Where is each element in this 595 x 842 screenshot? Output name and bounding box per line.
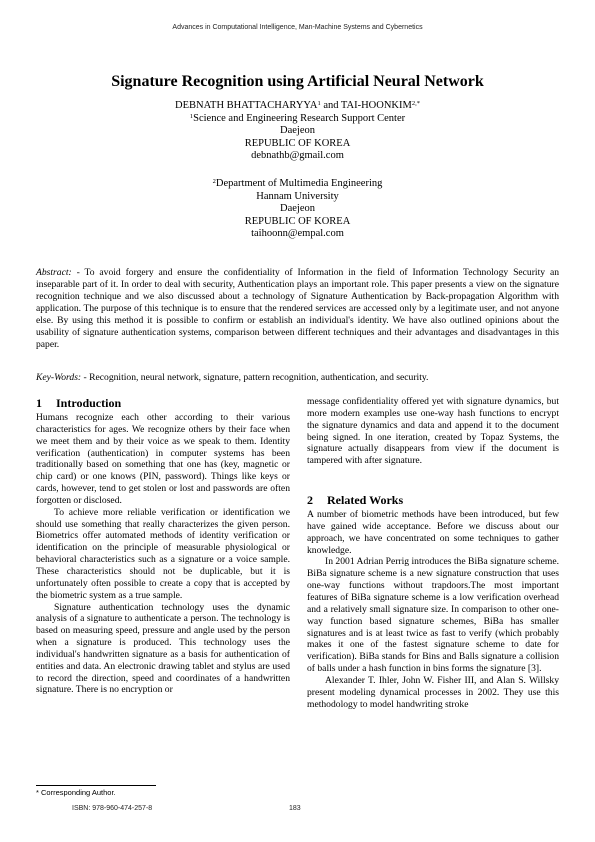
keywords [36,372,559,384]
footnote-divider [36,785,156,786]
abstract-label: Abstract: [36,267,72,278]
affiliation-1-org-line [0,113,595,126]
section-1-paragraph-2: To achieve more reliable verification or identification we should use something that really characterizes the given person. Biometrics offer automated methods of identity verification or identification on the principle of measurable physiological or behavioral characteristics such as a signature or a voice sample. These characteristics should not be duplicable, but it is unfortunately often possible to create a copy that is accepted by the biometric system as a true sample. [36,506,290,601]
affiliation-1-city: Daejeon [280,125,315,137]
affiliation-1-sup: 1 [189,112,194,120]
affiliation-2-email: taihoonn@empal.com [251,228,344,240]
abstract-text: - To avoid forgery and ensure the confidentiality of Information in the field of Information Technology Security an inseparable part of it. In order to deal with security, Authentication plays an important role. This paper presents a view on the signature recognition technique and we also discussed about a technology of Signature Authentication by Back-propagation Algorithm with application. The purpose of this technique is to ensure that the rendered services are accessed only by a legitimate user, and not anyone else. By using this method it is possible to confirm or establish an individual's identity. We have also outlined opinions about the usability of signature authentication systems, comparison between different techniques and their advantages and disadvantages in this paper. [36,267,559,350]
section-1-heading [36,396,290,411]
section-1-number: 1 [36,396,42,410]
author-2-name: TAI-HOONKIM [340,100,412,111]
right-column [307,396,559,710]
page-number: 183 [289,805,301,812]
footnote: * Corresponding Author. [36,788,116,797]
affiliation-2-city: Daejeon [280,203,315,215]
keywords-text: - Recognition, neural network, signature, pattern recognition, authentication, and security. [81,372,429,383]
abstract [36,267,559,351]
section-2-heading [307,493,559,508]
affiliation-1-email: debnathb@gmail.com [251,150,344,162]
affiliation-2-block [0,178,595,241]
section-2-title: Related Works [327,493,404,508]
affiliation-2-org: Department of Multimedia Engineering [215,178,383,189]
affiliation-2-sup: 2 [212,178,216,185]
section-1-paragraph-4: message confidentiality offered yet with signature dynamics, but more modern examples use one-way hash functions to encrypt the signature dynamics and data and append it to the document being signed. In one iteration, created by Topaz Systems, the signature actually disappears from view if the document is tampered with after signature. [307,396,559,467]
author-conjunction: and [320,100,341,111]
affiliation-2-org-line [0,178,595,191]
author-2-sup: 2,* [411,100,420,107]
keywords-label: Key-Words: [36,372,82,383]
author-1-name: DEBNATH BHATTACHARYYA [175,100,318,111]
paper-title: Signature Recognition using Artificial Neural Network [111,73,484,90]
section-1-title: Introduction [56,396,122,410]
section-1-paragraph-3: Signature authentication technology uses the dynamic analysis of a signature to authenticate a person. The technology is based on measuring speed, pressure and angle used by the person when a signature is produced. This technology uses the individual's handwritten signature as a basis for authentication of entities and data. An electronic drawing tablet and stylus are used to record the direction, speed and coordinates of a handwritten signature. There is no encryption or [36,601,290,696]
section-spacer [307,467,559,493]
left-column [36,396,290,696]
affiliation-2-univ: Hannam University [256,190,339,202]
section-2-paragraph-1: A number of biometric methods have been introduced, but few have gained wide acceptance. Before we discuss about our approach, we have concentrated on some techniques to gather knowledge. [307,509,559,556]
footer-isbn: ISBN: 978-960-474-257-8 [72,805,153,812]
author-1-sup: 1 [317,100,321,107]
section-1-paragraph-1: Humans recognize each other according to their various characteristics for ages. We recognize others by their face when we meet them and by their voice as we speak to them. Identity verification (authentication) in computer systems has been traditionally based on something that one has (key, magnetic or chip card) or one knows (PIN, password). Things like keys or cards, however, tend to get stolen or lost and passwords are often forgotten or disclosed. [36,412,290,506]
author-block [0,100,595,163]
affiliation-1-org: Science and Engineering Research Support Center [193,112,406,124]
affiliation-2-country: REPUBLIC OF KOREA [244,215,351,227]
author-line [0,100,595,113]
section-2-paragraph-2: In 2001 Adrian Perrig introduces the BiBa signature scheme. BiBa signature scheme is a new signature construction that uses one-way functions without trapdoors.The most important features of BiBa signature scheme is a low verification overhead and a relatively small signature size. In comparison to other one-way function based signature schemes, BiBa has smaller signatures and is at least twice as fast to verify (which probably makes it one of the fastest signature scheme to date for verification). BiBa stands for Bins and Balls signature a collision of balls under a hash function in bins forms the signature [3]. [307,556,559,675]
section-2-paragraph-3: Alexander T. Ihler, John W. Fisher III, and Alan S. Willsky present modeling dynamical processes in 2002. They use this methodology to model handwriting stroke [307,674,559,710]
section-2-number: 2 [307,493,313,508]
running-head: Advances in Computational Intelligence, Man-Machine Systems and Cybernetics [172,24,423,31]
affiliation-1-country: REPUBLIC OF KOREA [244,137,351,149]
